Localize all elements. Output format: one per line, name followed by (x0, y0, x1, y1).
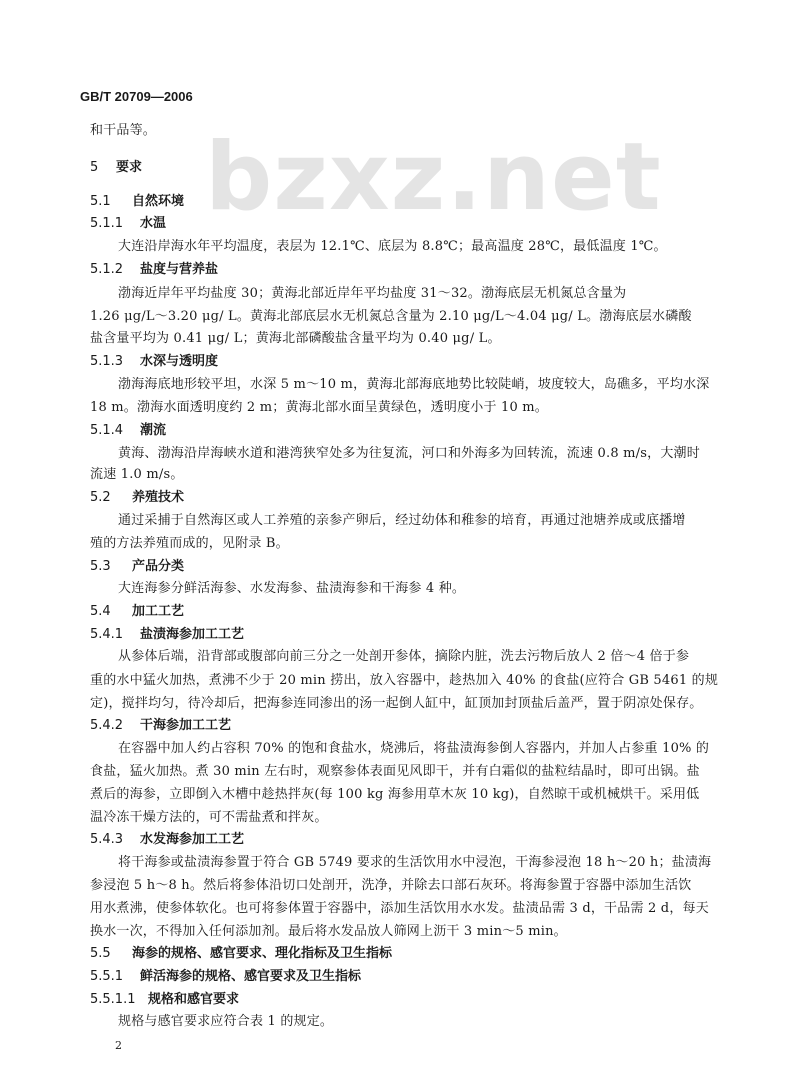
section-title: 产品分类 (132, 559, 185, 574)
section-number: 5.3 (90, 559, 111, 574)
paragraph: 大连沿岸海水年平均温度，表层为 12.1℃、底层为 8.8℃；最高温度 28℃，最低温度 1℃。 (118, 239, 667, 254)
paragraph: 黄海、渤海沿岸海峡水道和港湾狭窄处多为往复流，河口和外海多为回转流，流速 0.8 m/s，大潮时 (118, 446, 700, 461)
paragraph: 在容器中加人约占容积 70% 的饱和食盐水，烧沸后，将盐渍海参倒人容器内，并加人占参重 10% 的 (118, 741, 710, 756)
section-number: 5.1.1 (90, 216, 124, 231)
paragraph-cont: 流速 1.0 m/s。 (90, 467, 184, 482)
section-heading-5-4-1 (90, 627, 244, 643)
section-heading-5-3 (90, 559, 184, 575)
section-number: 5.4.3 (90, 832, 124, 847)
section-title: 养殖技术 (132, 490, 185, 505)
section-title: 水温 (140, 216, 167, 231)
section-heading-5-1-2 (90, 262, 218, 278)
paragraph-cont: 定)，搅拌均匀，待冷却后，把海参连同渗出的汤一起倒人缸中，缸顶加封顶盐后盖严，置于阴凉处保存。 (90, 696, 703, 711)
paragraph-cont: 18 m。渤海水面透明度约 2 m；黄海北部水面呈黄绿色，透明度小于 10 m。 (90, 400, 548, 415)
paragraph-cont: 参浸泡 5 h～8 h。然后将参体沿切口处剖开，洗净，并除去口部石灰环。将海参置于容器中添加生活饮 (90, 878, 692, 893)
paragraph: 渤海近岸年平均盐度 30；黄海北部近岸年平均盐度 31～32。渤海底层无机氮总含量为 (118, 286, 627, 301)
section-number: 5.5 (90, 946, 111, 961)
section-title: 自然环境 (132, 194, 185, 209)
section-title: 盐渍海参加工工艺 (140, 627, 245, 642)
section-number: 5.5.1.1 (90, 992, 136, 1007)
section-heading-5 (90, 160, 142, 176)
section-title: 要求 (116, 160, 143, 175)
section-heading-5-1 (90, 194, 184, 210)
section-number: 5.1 (90, 194, 111, 209)
paragraph-cont: 盐含量平均为 0.41 μg/ L；黄海北部磷酸盐含量平均为 0.40 μg/ L。 (90, 331, 501, 346)
section-heading-5-4 (90, 604, 184, 620)
paragraph: 规格与感官要求应符合表 1 的规定。 (118, 1014, 334, 1029)
section-number: 5.4.1 (90, 627, 124, 642)
section-number: 5.4 (90, 604, 111, 619)
paragraph-cont: 温冷冻干燥方法的，可不需盐煮和拌灰。 (90, 810, 328, 825)
text-line: 和干品等。 (90, 123, 157, 138)
section-number: 5.1.2 (90, 262, 124, 277)
section-title: 干海参加工工艺 (140, 718, 232, 733)
section-heading-5-1-4 (90, 423, 166, 439)
section-number: 5.4.2 (90, 718, 124, 733)
section-number: 5.1.4 (90, 423, 124, 438)
section-heading-5-2 (90, 490, 184, 506)
paragraph-cont: 1.26 μg/L～3.20 μg/ L。黄海北部底层水无机氮总含量为 2.10 μg/L～4.04 μg/ L。渤海底层水磷酸 (90, 309, 692, 324)
paragraph: 将干海参或盐渍海参置于符合 GB 5749 要求的生活饮用水中浸泡，干海参浸泡 18 h～20 h；盐渍海 (118, 855, 712, 870)
section-title: 盐度与营养盐 (140, 262, 219, 277)
section-heading-5-5 (90, 946, 392, 962)
section-number: 5.5.1 (90, 969, 124, 984)
paragraph-cont: 换水一次，不得加入任何添加剂。最后将水发品放人筛网上沥干 3 min～5 min。 (90, 924, 567, 939)
paragraph: 通过采捕于自然海区或人工养殖的亲参产卵后，经过幼体和稚参的培育，再通过池塘养成或底播增 (118, 513, 686, 528)
paragraph-cont: 重的水中猛火加热，煮沸不少于 20 min 捞出，放入容器中，趁热加入 40% 的食盐(应符合 GB 5461 的规 (90, 673, 719, 688)
section-title: 加工工艺 (132, 604, 185, 619)
section-heading-5-5-1-1 (90, 992, 239, 1008)
paragraph-cont: 用水煮沸，使参体软化。也可将参体置于容器中，添加生活饮用水水发。盐渍品需 3 d，干品需 2 d，每天 (90, 901, 709, 916)
section-title: 潮流 (140, 423, 167, 438)
section-number: 5 (90, 160, 99, 175)
section-heading-5-4-2 (90, 718, 231, 734)
section-heading-5-5-1 (90, 969, 361, 985)
section-number: 5.2 (90, 490, 111, 505)
watermark: bzxz.net (205, 123, 662, 232)
section-heading-5-1-1 (90, 216, 166, 232)
paragraph: 从参体后端，沿背部或腹部向前三分之一处剖开参体，摘除内脏，洗去污物后放人 2 倍～4 倍于参 (118, 649, 690, 664)
paragraph-cont: 食盐，猛火加热。煮 30 min 左右时，观察参体表面见风即干，并有白霜似的盐粒结晶时，即可出锅。盐 (90, 764, 700, 779)
paragraph: 渤海海底地形较平坦，水深 5 m～10 m，黄海北部海底地势比较陡峭，坡度较大，岛礁多，平均水深 (118, 377, 710, 392)
section-heading-5-4-3 (90, 832, 244, 848)
standard-code-header: GB/T 20709—2006 (80, 89, 193, 104)
section-number: 5.1.3 (90, 354, 124, 369)
section-title: 鲜活海参的规格、感官要求及卫生指标 (140, 969, 362, 984)
section-title: 海参的规格、感官要求、理化指标及卫生指标 (132, 946, 393, 961)
page-number: 2 (115, 1039, 122, 1052)
section-title: 水发海参加工工艺 (140, 832, 245, 847)
paragraph-cont: 殖的方法养殖而成的，见附录 B。 (90, 536, 289, 551)
section-title: 水深与透明度 (140, 354, 219, 369)
paragraph-cont: 煮后的海参，立即倒入木槽中趁热拌灰(每 100 kg 海参用草木灰 10 kg)，自然晾干或机械烘干。采用低 (90, 787, 700, 802)
section-title: 规格和感官要求 (148, 992, 240, 1007)
paragraph: 大连海参分鲜活海参、水发海参、盐渍海参和干海参 4 种。 (118, 581, 466, 596)
section-heading-5-1-3 (90, 354, 218, 370)
